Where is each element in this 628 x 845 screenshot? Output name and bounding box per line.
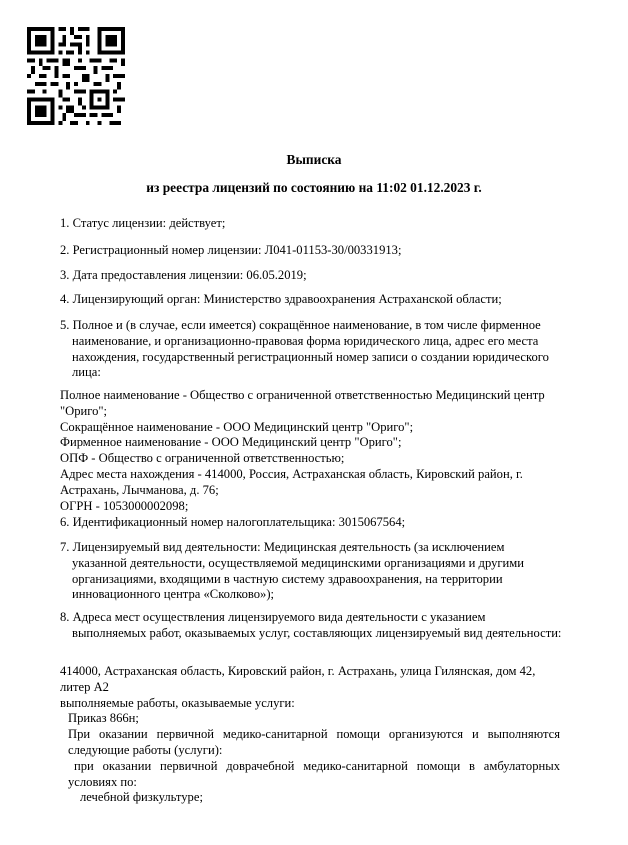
org-short-name: Сокращённое наименование - ООО Медицинский центр "Ориго"; bbox=[60, 419, 414, 434]
item-8: 8. Адреса мест осуществления лицензируемого вида деятельности с указанием выполняемых работ, оказываемых услуг, составляющих лицензируемый вид деятельности: bbox=[60, 610, 562, 640]
item-3: 3. Дата предоставления лицензии: 06.05.2019; bbox=[60, 268, 307, 282]
prehospital-care: при оказании первичной доврачебной медико-санитарной помощи в амбулаторных условиях по: bbox=[68, 758, 560, 789]
item-7: 7. Лицензируемый вид деятельности: Медицинская деятельность (за исключением указанной деятельности, осуществляемой медицинскими организациями и другими организациями, входящими в частную систему здравоохранения, на территории инновационного центра «Сколково»); bbox=[60, 540, 524, 602]
item-5: 5. Полное и (в случае, если имеется) сокращённое наименование, в том числе фирменное наименование, и организационно-правовая форма юридического лица, адрес его места нахождения, государственный регистрационный номер записи о создании юридического лица: bbox=[60, 318, 549, 380]
item-4: 4. Лицензирующий орган: Министерство здравоохранения Астраханской области; bbox=[60, 292, 502, 306]
qr-code bbox=[27, 27, 125, 125]
org-opf: ОПФ - Общество с ограниченной ответственностью; bbox=[60, 451, 345, 466]
item-2: 2. Регистрационный номер лицензии: Л041-01153-30/00331913; bbox=[60, 243, 402, 257]
org-address: Адрес места нахождения - 414000, Россия, Астраханская область, Кировский район, г. Астрахань, Лычманова, д. 76; bbox=[60, 466, 523, 497]
primary-care-works: При оказании первичной медико-санитарной помощи организуются и выполняются следующие работы (услуги): bbox=[68, 727, 560, 757]
place-of-activity bbox=[60, 664, 560, 806]
works-label: выполняемые работы, оказываемые услуги: bbox=[60, 695, 295, 710]
document-subtitle: из реестра лицензий по состоянию на 11:02 01.12.2023 г. bbox=[146, 180, 482, 195]
place-address: 414000, Астраханская область, Кировский район, г. Астрахань, улица Гилянская, дом 42, литер А2 bbox=[60, 664, 536, 694]
item-6: 6. Идентификационный номер налогоплательщика: 3015067564; bbox=[60, 515, 406, 529]
order-ref: Приказ 866н; bbox=[68, 711, 139, 726]
org-ogrn: ОГРН - 1053000002098; bbox=[60, 498, 189, 513]
physio-therapy: лечебной физкультуре; bbox=[80, 790, 203, 805]
item-1: 1. Статус лицензии: действует; bbox=[60, 216, 226, 230]
document-title: Выписка bbox=[286, 152, 342, 167]
org-details bbox=[60, 388, 560, 514]
org-full-name: Полное наименование - Общество с ограниченной ответственностью Медицинский центр "Ориго"; bbox=[60, 388, 545, 418]
org-brand-name: Фирменное наименование - ООО Медицинский центр "Ориго"; bbox=[60, 435, 402, 450]
